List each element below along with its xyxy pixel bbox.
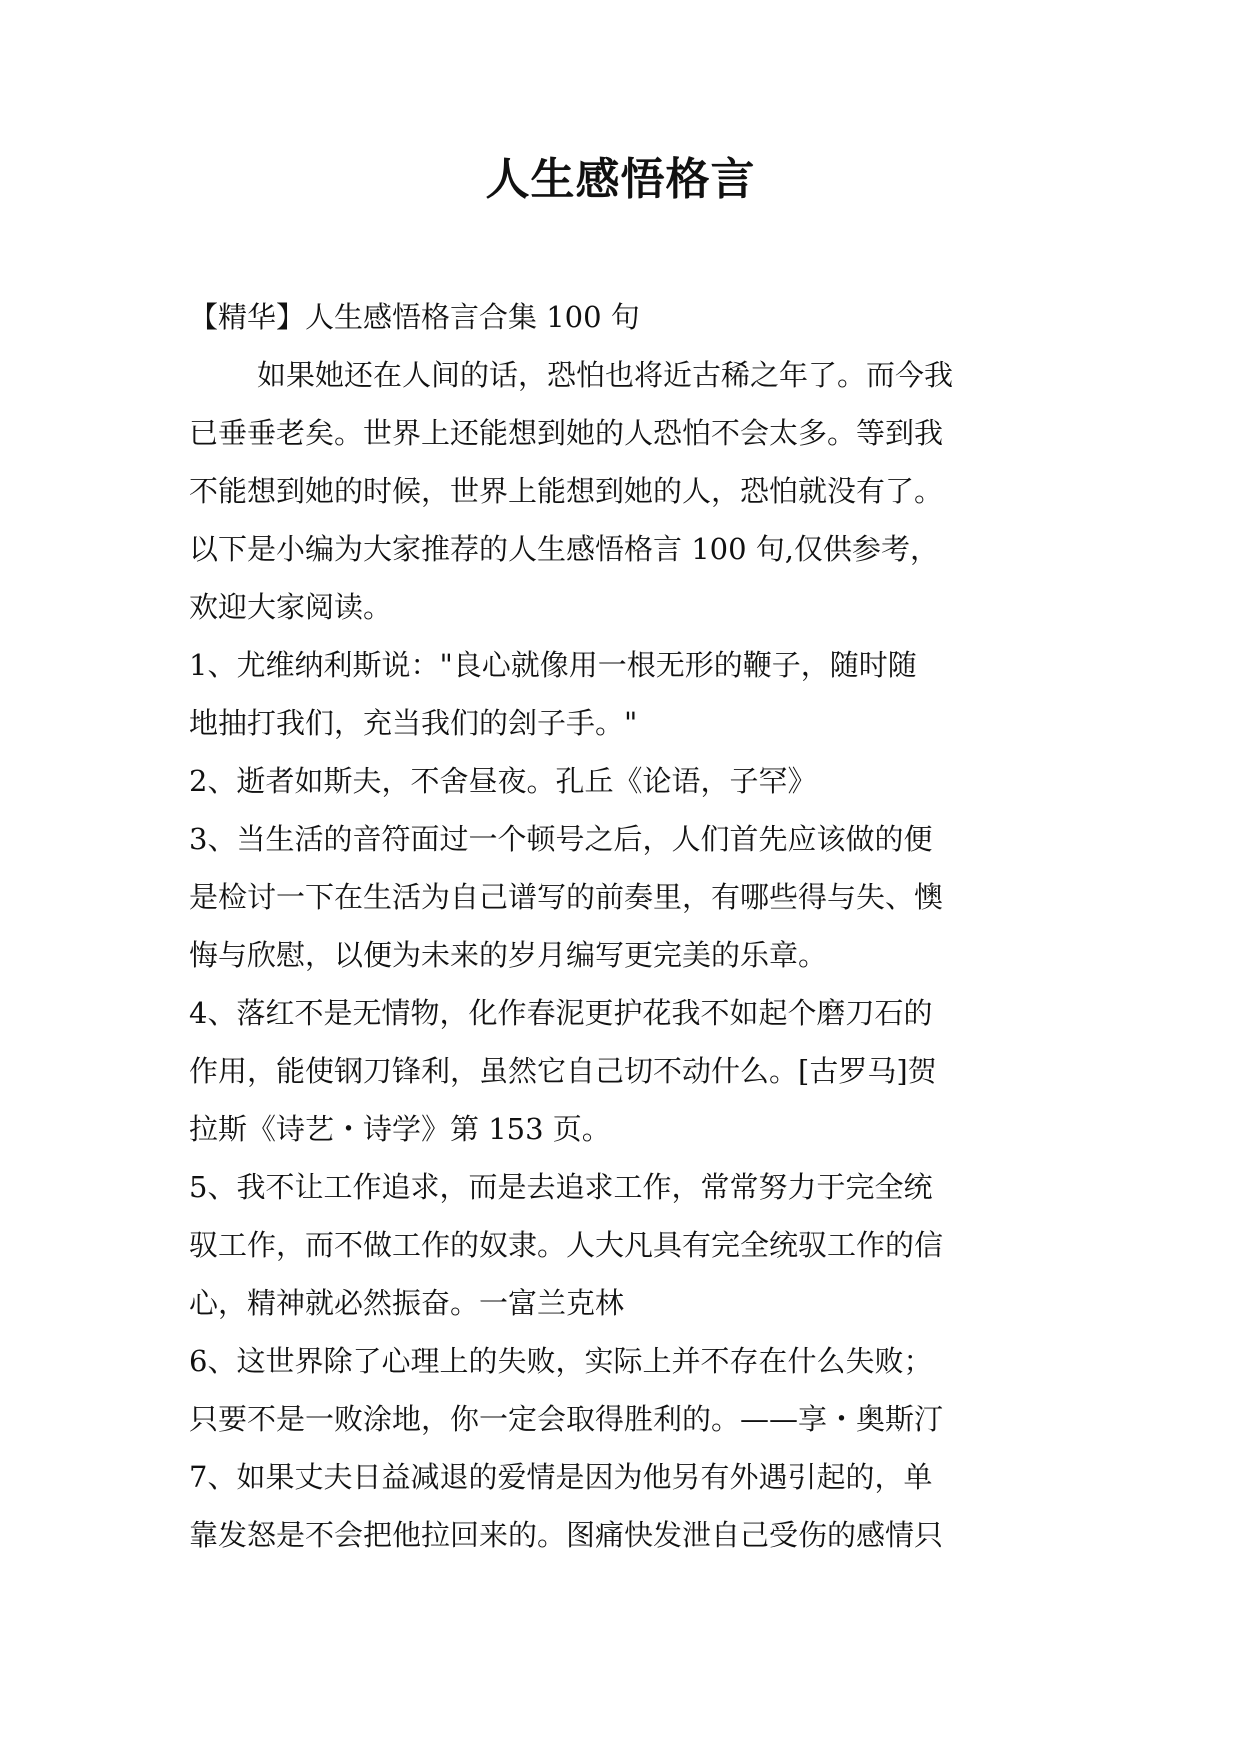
text-line: 2、逝者如斯夫，不舍昼夜。孔丘《论语，子罕》: [189, 764, 817, 798]
text-line: 【精华】人生感悟格言合集 100 句: [189, 300, 640, 334]
text-line: 1、尤维纳利斯说："良心就像用一根无形的鞭子，随时随: [189, 648, 917, 682]
text-line: 4、落红不是无情物，化作春泥更护花我不如起个磨刀石的: [189, 996, 933, 1030]
text-line: 是检讨一下在生活为自己谱写的前奏里，有哪些得与失、懊: [189, 880, 944, 914]
text-line: 3、当生活的音符面过一个顿号之后，人们首先应该做的便: [189, 822, 933, 856]
text-line: 7、如果丈夫日益减退的爱情是因为他另有外遇引起的，单: [189, 1460, 933, 1494]
text-line: 靠发怒是不会把他拉回来的。图痛快发泄自己受伤的感情只: [189, 1518, 944, 1552]
text-line: 悔与欣慰，以便为未来的岁月编写更完美的乐章。: [189, 938, 828, 972]
text-line: 地抽打我们，充当我们的刽子手。": [189, 706, 638, 740]
text-line: 心，精神就必然振奋。一富兰克林: [189, 1286, 625, 1320]
text-line: 已垂垂老矣。世界上还能想到她的人恐怕不会太多。等到我: [189, 416, 944, 450]
text-line: 以下是小编为大家推荐的人生感悟格言 100 句,仅供参考，: [189, 532, 940, 566]
text-line: 只要不是一败涂地，你一定会取得胜利的。——享・奥斯汀: [189, 1402, 944, 1436]
text-line: 欢迎大家阅读。: [189, 590, 393, 624]
text-line: 不能想到她的时候，世界上能想到她的人，恐怕就没有了。: [189, 474, 944, 508]
text-line: 6、这世界除了心理上的失败，实际上并不存在什么失败；: [189, 1344, 933, 1378]
document-title: 人生感悟格言: [485, 154, 756, 205]
text-line: 5、我不让工作追求，而是去追求工作，常常努力于完全统: [189, 1170, 933, 1204]
text-line: 如果她还在人间的话，恐怕也将近古稀之年了。而今我: [257, 358, 954, 392]
document-body: [189, 288, 1069, 1564]
text-line: 作用，能使钢刀锋利，虽然它自己切不动什么。[古罗马]贺: [189, 1054, 937, 1088]
text-line: 拉斯《诗艺・诗学》第 153 页。: [189, 1112, 611, 1146]
text-line: 驭工作，而不做工作的奴隶。人大凡具有完全统驭工作的信: [189, 1228, 944, 1262]
